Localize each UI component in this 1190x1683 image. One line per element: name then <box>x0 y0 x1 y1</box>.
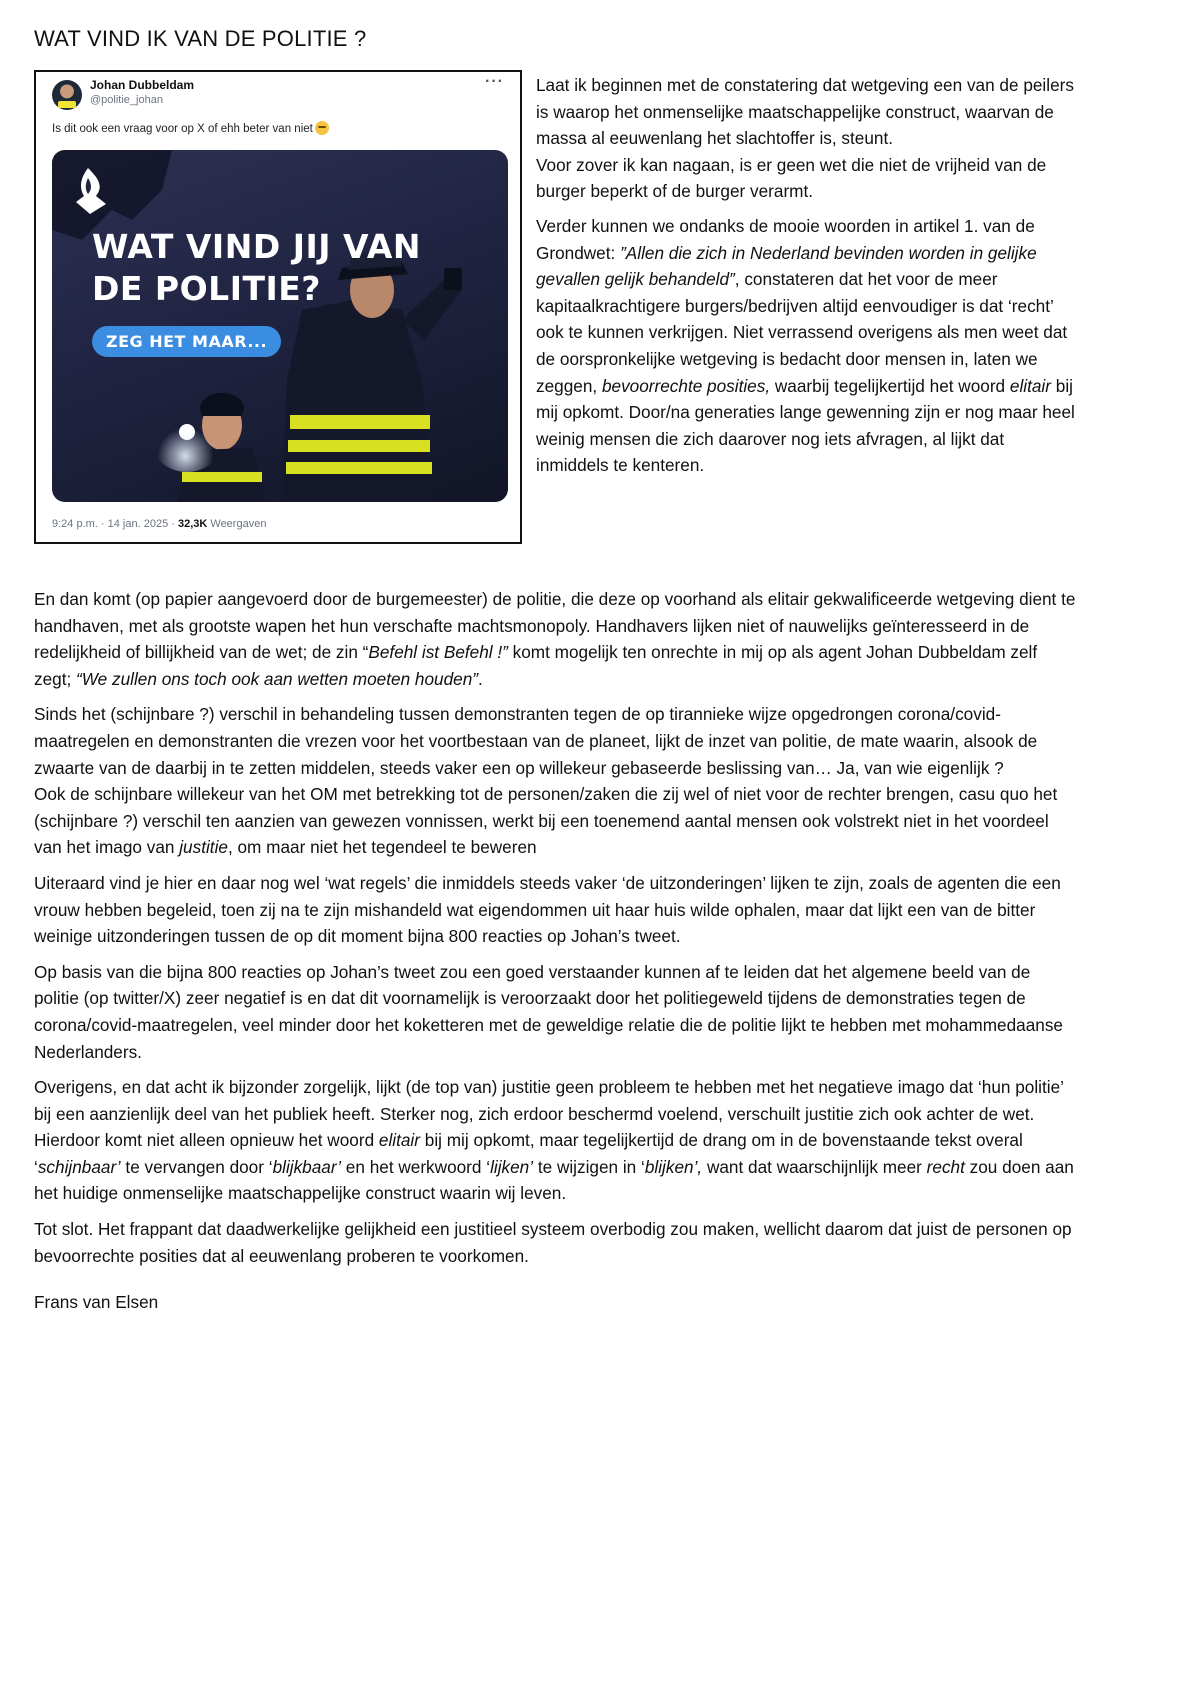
paragraph-reacties: Op basis van die bijna 800 reacties op Johan’s tweet zou een goed verstaander kunnen af te leiden dat het algemene beeld van de politie (op twitter/X) zeer negatief is en dat dit voornamelijk is veroorzaakt door het politiegeweld tijdens de demonstraties tegen de corona/covid-maatregelen, veel minder door het koketteren met de geweldige relatie die de politie lijkt te hebben met mohammedaanse Nederlanders. <box>34 961 1063 1062</box>
italic-segment: blijkbaar’ <box>272 1156 342 1177</box>
italic-segment: justitie <box>179 837 228 858</box>
face-with-monocle-icon <box>315 121 329 135</box>
image-cta-badge: ZEG HET MAAR... <box>92 326 281 357</box>
image-headline <box>92 226 421 310</box>
tweet-author-name: Johan Dubbeldam <box>90 78 195 92</box>
paragraph-tot-slot: Tot slot. Het frappant dat daadwerkelijke gelijkheid een justitieel systeem overbodig zou maken, wellicht daarom dat juist de personen op bevoorrechte posities dat al eeuwenlang proberen te voorkomen. <box>34 1219 1072 1266</box>
paragraph-demonstranten: Sinds het (schijnbare ?) verschil in behandeling tussen demonstranten tegen de op tirannieke wijze opgedrongen corona/covid-maatregelen en demonstranten die vrezen voor het voortbestaan van de planeet, lijkt de inzet van politie, de mate waarin, alsook de zwaarte van de daarbij in te zetten middelen, steeds vaker een op willekeur gebaseerde beslissing van… Ja, van wie eigenlijk ? <box>34 704 1038 778</box>
image-headline-line1: WAT VIND JIJ VAN <box>92 227 421 266</box>
text-segment: En dan komt (op papier aangevoerd door de burgemeester) de politie, die deze op voorhand als elitair gekwalificeerde wetgeving dient te handhaven, met als grootste wapen het hun verschafte machtsmonopoly. Handhavers lijken niet of nauwelijks geïnteresseerd in de redelijkheid of billijkheid van de wet; de zin “ <box>34 589 1076 663</box>
text-segment: te vervangen door ‘ <box>120 1156 273 1177</box>
more-options-icon: ··· <box>485 73 504 90</box>
tweet-image <box>52 150 508 502</box>
page-title: WAT VIND IK VAN DE POLITIE ? <box>34 26 367 51</box>
paragraph-politie <box>34 586 1079 692</box>
main-text <box>34 586 1079 1316</box>
tweet-views-count: 32,3K <box>177 518 208 530</box>
tweet-meta <box>52 518 266 530</box>
italic-segment: recht <box>926 1156 965 1177</box>
tweet-text <box>52 121 329 135</box>
text-segment: Overigens, en dat acht ik bijzonder zorgelijk, lijkt (de top van) justitie geen probleem te hebben met het negatieve imago dat ‘hun politie’ bij een aanzienlijk deel van het publiek heeft. Sterker nog, zich erdoor beschermd voelend, verschuilt justitie zich ook achter de wet. Hierdoor komt niet alleen opnieuw het woord <box>34 1077 1064 1151</box>
text-segment: zou doen aan het huidige onmenselijke maatschappelijke construct waarin wij leven. <box>34 1156 1074 1204</box>
text-segment: te wijzigen in ‘ <box>533 1156 645 1177</box>
text-segment: bij mij opkomt. Door/na generaties lange gewenning zijn er nog maar heel weinig mensen die zich daarover nog iets afvragen, al lijkt dat inmiddels te kenteren. <box>536 375 1075 476</box>
italic-segment: elitair <box>1009 375 1051 396</box>
italic-segment: Befehl ist Befehl !” <box>368 642 508 663</box>
italic-segment: bevoorrechte posities, <box>601 375 771 396</box>
grondwet-quote: ”Allen die zich in Nederland bevinden worden in gelijke gevallen gelijk behandeld” <box>536 242 1037 290</box>
text-segment: . <box>477 668 483 689</box>
tweet-handle: @politie_johan <box>90 94 163 106</box>
text-segment: , om maar niet het tegendeel te beweren <box>227 837 537 858</box>
italic-segment: lijken’ <box>490 1156 534 1177</box>
tweet-screenshot <box>34 70 522 544</box>
text-segment: bij mij opkomt, maar tegelijkertijd de drang om in de bovenstaande tekst overal ‘ <box>34 1130 1023 1177</box>
text-segment: Verder kunnen we ondanks de mooie woorden in artikel 1. van de Grondwet: <box>536 215 1035 263</box>
italic-segment: “We zullen ons toch ook aan wetten moeten houden” <box>76 668 478 689</box>
text-segment: , constateren dat het voor de meer kapitaalkrachtigere burgers/bedrijven altijd eenvoudiger is dat ‘recht’ ook te kunnen verkrijgen. Niet verrassend overigens als men weet dat de oorspronkelijke wetgeving is bedacht door mensen in, laten we zeggen, <box>536 269 1068 396</box>
paragraph-intro-text-2: Voor zover ik kan nagaan, is er geen wet die niet de vrijheid van de burger beperkt of de burger verarmt. <box>536 154 1047 202</box>
text-segment: want dat waarschijnlijk meer <box>702 1156 927 1177</box>
avatar <box>52 80 82 110</box>
paragraph-om <box>34 781 1079 861</box>
paragraph-justitie <box>34 1074 1079 1207</box>
tweet-time: 9:24 p.m. · 14 jan. 2025 · <box>52 518 178 530</box>
italic-segment: schijnbaar’ <box>37 1156 121 1177</box>
paragraph-uitzonderingen: Uiteraard vind je hier en daar nog wel ‘wat regels’ die inmiddels steeds vaker ‘de uitzonderingen’ lijken te zijn, zoals de agenten die een vrouw hebben begeleid, toen zij na te zijn mishandeld wat eigendommen uit haar huis wilde ophalen, maar dat lijkt een van de bitter weinige uitzonderingen tussen de op dit moment bijna 800 reacties op Johan’s tweet. <box>34 872 1061 947</box>
text-segment: Ook de schijnbare willekeur van het OM met betrekking tot de personen/zaken die zij wel of niet voor de rechter brengen, casu quo het (schijnbare ?) verschil ten aanzien van gewezen vonnissen, werkt bij een toenemend aantal mensen ook volstrekt niet in het voordeel van het imago van <box>34 784 1058 858</box>
tweet-views-label: Weergaven <box>207 518 267 530</box>
author-signature: Frans van Elsen <box>34 1292 159 1313</box>
image-headline-line2: DE POLITIE? <box>92 269 321 308</box>
text-segment: en het werkwoord ‘ <box>341 1156 491 1177</box>
paragraph-intro <box>536 72 1076 205</box>
italic-segment: elitair <box>378 1130 420 1151</box>
text-segment: komt mogelijk ten onrechte in mij op als agent Johan Dubbeldam zelf zegt; <box>34 642 1038 689</box>
tweet-text-content: Is dit ook een vraag voor op X of ehh beter van niet <box>52 123 313 135</box>
italic-segment: blijken’, <box>644 1156 703 1177</box>
paragraph-grondwet <box>536 213 1076 479</box>
side-column-text <box>536 72 1076 479</box>
paragraph-intro-text: Laat ik beginnen met de constatering dat wetgeving een van de peilers is waarop het onmenselijke maatschappelijke construct, waarvan de massa al eeuwenlang het slachtoffer is, steunt. <box>536 75 1074 149</box>
text-segment: waarbij tegelijkertijd het woord <box>770 375 1010 396</box>
